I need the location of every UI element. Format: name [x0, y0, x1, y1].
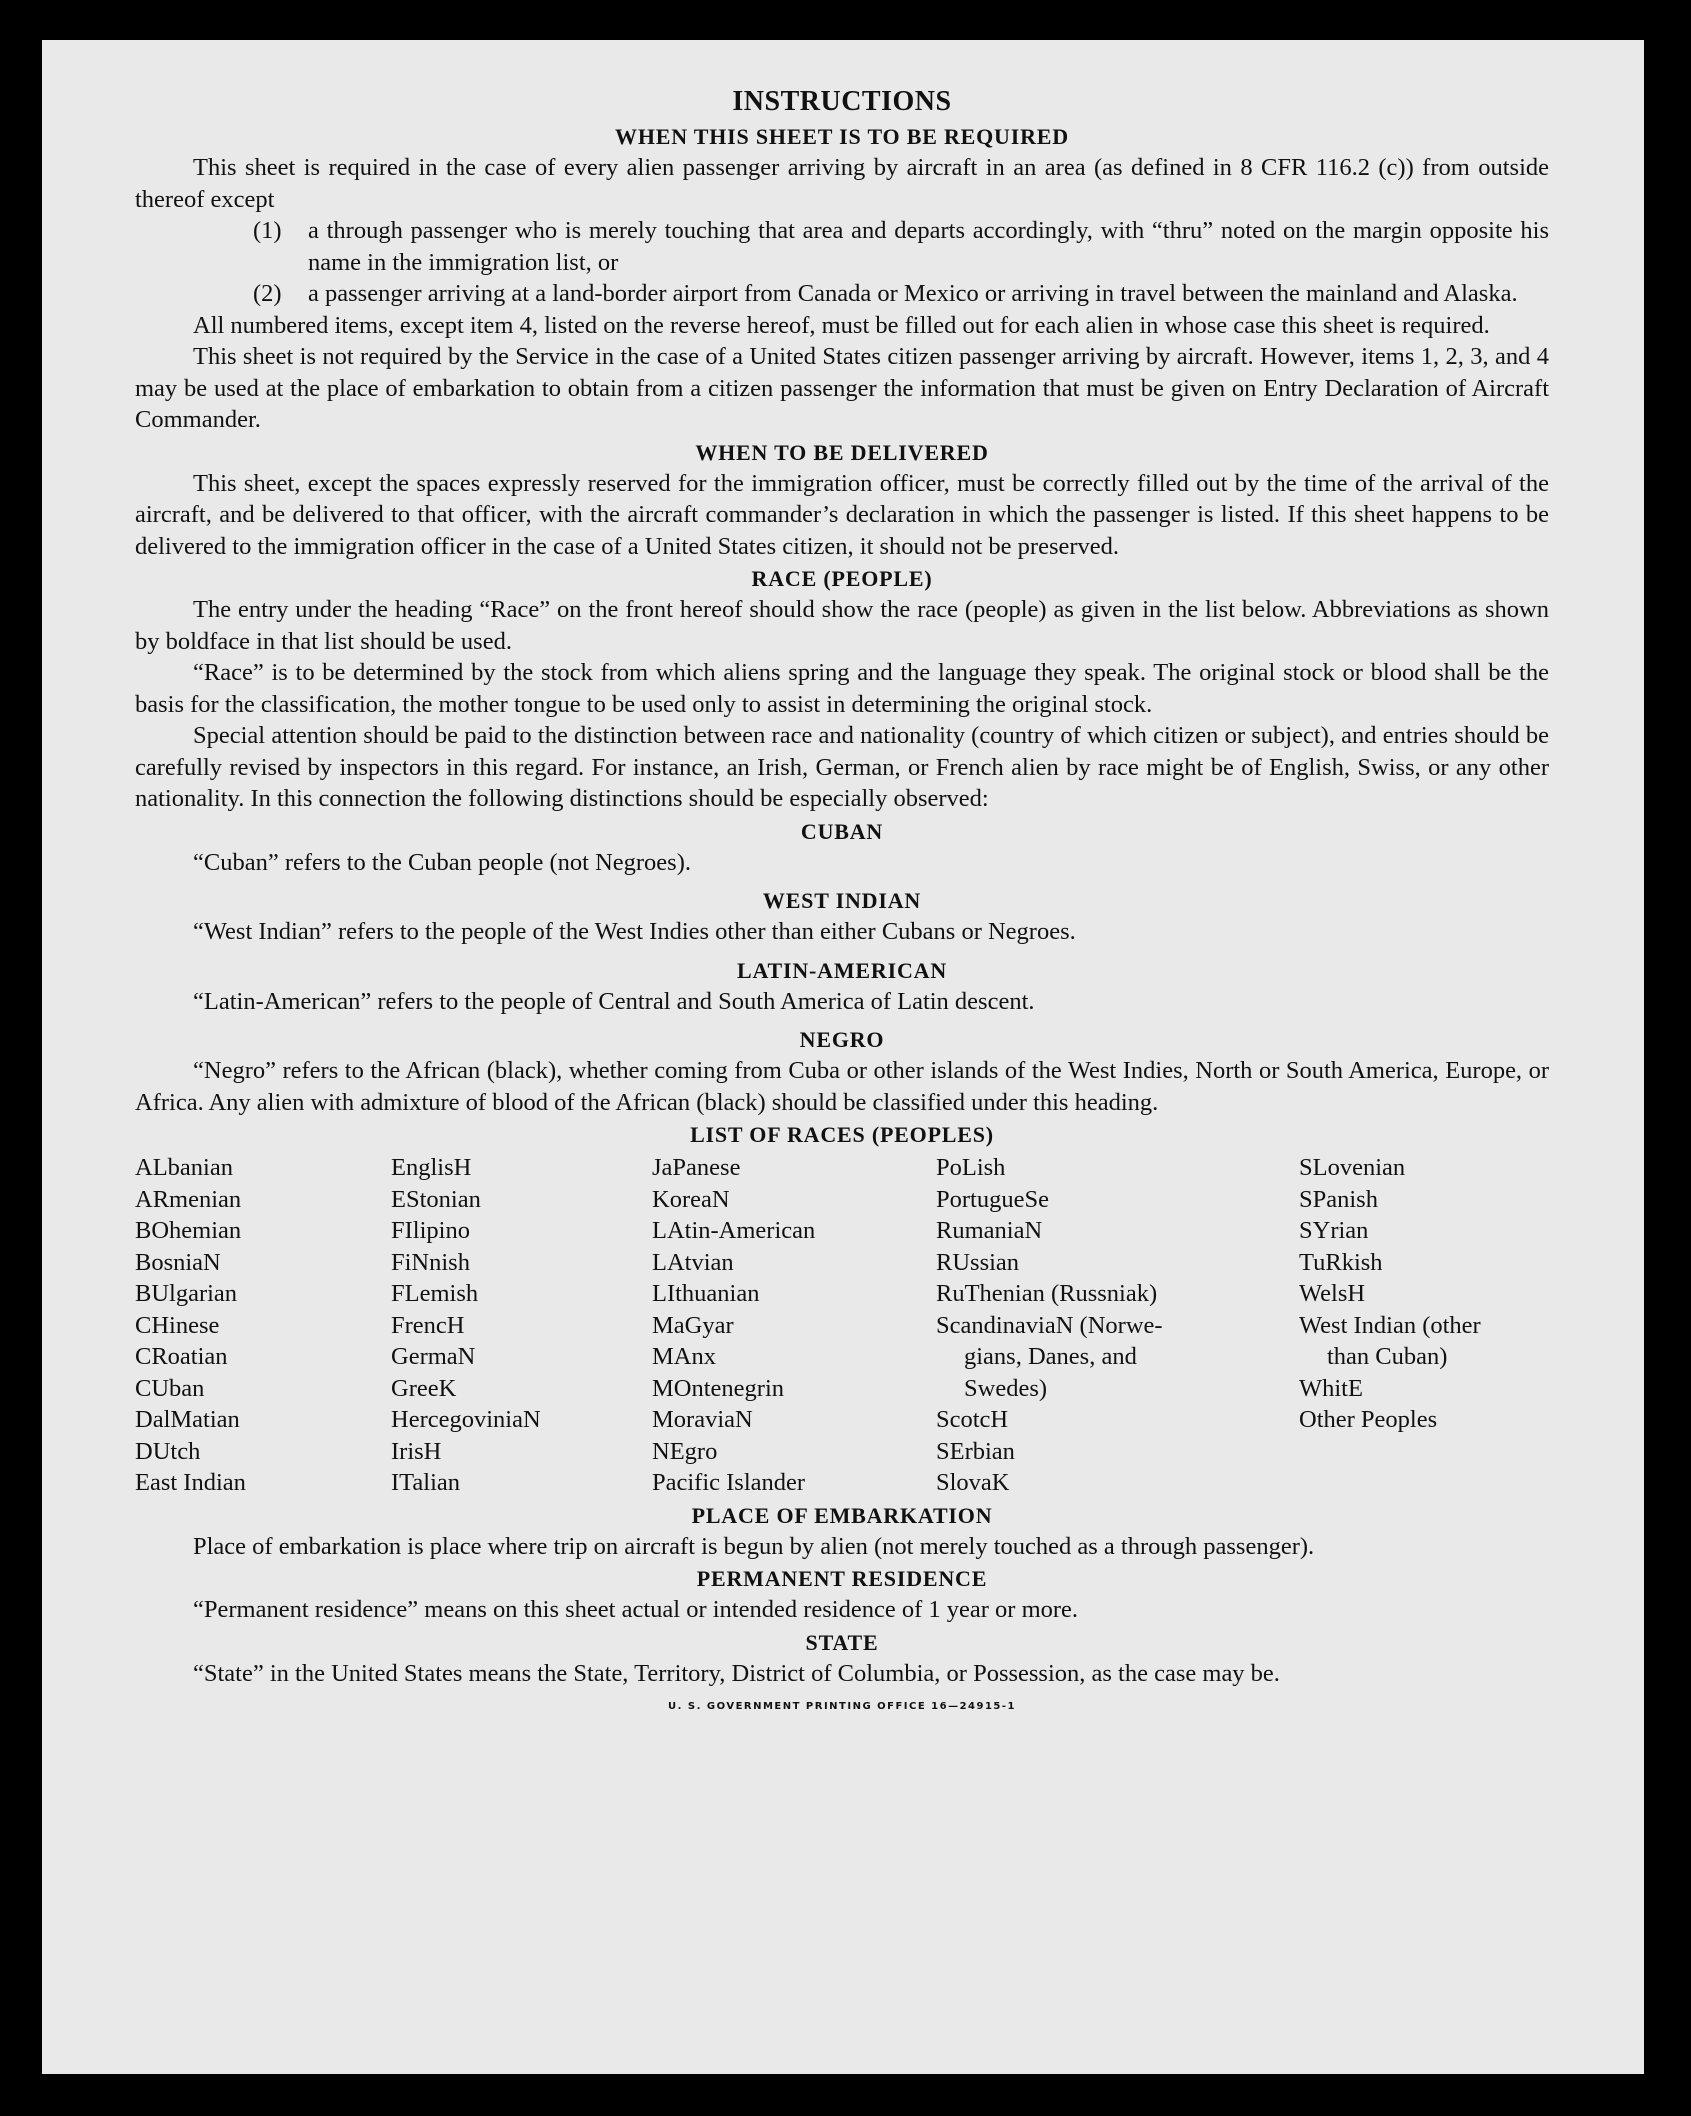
heading-race: RACE (PEOPLE)	[751, 566, 933, 591]
race-entry: FLemish	[391, 1280, 479, 1307]
exception-text: a passenger arriving at a land-border airport from Canada or Mexico or arriving in travel between the mainland and Alaska.	[308, 280, 1518, 307]
race-entry: CHinese	[135, 1311, 220, 1339]
printing-office-footer: U. S. GOVERNMENT PRINTING OFFICE 16—24915-1	[668, 1701, 1016, 1712]
race-entry: RumaniaN	[936, 1217, 1043, 1244]
document-title: INSTRUCTIONS	[732, 86, 952, 117]
latin-american-text: “Latin-American” refers to the people of Central and South America of Latin descent.	[193, 987, 1035, 1015]
heading-state: STATE	[805, 1629, 879, 1655]
heading-negro: NEGRO	[799, 1027, 885, 1052]
delivered-text: This sheet, except the spaces expressly reserved for the immigration officer, must be correctly filled out by the time of the arrival of the aircraft, and be delivered to that officer, with the aircraft commander’s declaration in which the passenger is listed. If this sheet happens to be delivered to the immigration officer in the case of a United States citizen, it should not be preserved.	[135, 469, 1549, 560]
cuban-text: “Cuban” refers to the Cuban people (not Negroes).	[193, 848, 691, 876]
heading-latin-american: LATIN-AMERICAN	[736, 957, 948, 983]
race-entry: BOhemian	[135, 1217, 242, 1244]
exception-item	[135, 278, 1549, 310]
race-entry: MAnx	[652, 1343, 716, 1370]
race-entry: FrencH	[391, 1311, 465, 1339]
race-para-3: Special attention should be paid to the distinction between race and nationality (country of which citizen or subject), and entries should be carefully revised by inspectors in this regard. For instance, an Irish, German, or French alien by race might be of English, Swiss, or any other nationality. In this connection the following distinctions should be especially observed:	[135, 722, 1549, 812]
race-entry: TuRkish	[1299, 1248, 1383, 1276]
race-entry: LAtin-American	[652, 1217, 816, 1244]
heading-west-indian: WEST INDIAN	[762, 888, 922, 913]
state-text: “State” in the United States means the State, Territory, District of Columbia, or Possession, as the case may be.	[193, 1659, 1280, 1687]
exception-text: a through passenger who is merely touching that area and departs accordingly, with “thru” noted on the margin opposite his name in the immigration list, or	[308, 217, 1549, 276]
exception-number: (1)	[253, 217, 282, 244]
race-column-5	[1299, 1152, 1549, 1499]
west-indian-text: “West Indian” refers to the people of the West Indies other than either Cubans or Negroes.	[193, 918, 1076, 945]
race-entry: HercegoviniaN	[391, 1406, 541, 1433]
race-entry: SPanish	[1299, 1185, 1378, 1213]
race-column-1	[135, 1152, 391, 1499]
race-entry: ITalian	[391, 1469, 461, 1496]
negro-text: “Negro” refers to the African (black), whether coming from Cuba or other islands of the West Indies, North or South America, Europe, or Africa. Any alien with admixture of blood of the African (black) should be classified under this heading.	[135, 1057, 1549, 1116]
race-column-4	[936, 1152, 1299, 1499]
race-entry: EnglisH	[391, 1154, 472, 1181]
race-entry: KoreaN	[652, 1185, 730, 1213]
race-entry: gians, Danes, and	[964, 1343, 1137, 1370]
race-entry: ALbanian	[135, 1154, 233, 1181]
race-entry: DalMatian	[135, 1406, 240, 1433]
race-list	[135, 1152, 1549, 1499]
race-entry: WelsH	[1299, 1280, 1366, 1307]
race-entry: ScotcH	[936, 1406, 1009, 1433]
heading-cuban: CUBAN	[800, 818, 884, 844]
race-entry: SErbian	[936, 1437, 1015, 1465]
exception-number: (2)	[253, 280, 282, 307]
instruction-sheet	[42, 40, 1644, 2074]
exception-item	[135, 215, 1549, 278]
race-entry: SlovaK	[936, 1469, 1010, 1496]
race-entry: SLovenian	[1299, 1154, 1406, 1181]
race-entry: MOntenegrin	[652, 1374, 784, 1402]
race-entry: Pacific Islander	[652, 1469, 806, 1496]
race-entry: PortugueSe	[936, 1185, 1049, 1213]
race-para-1: The entry under the heading “Race” on the front hereof should show the race (people) as given in the list below. Abbreviations as shown by boldface in that list should be used.	[135, 596, 1549, 655]
race-entry: RuThenian (Russniak)	[936, 1280, 1158, 1307]
race-entry: than Cuban)	[1327, 1343, 1448, 1370]
heading-race-list: LIST OF RACES (PEOPLES)	[690, 1122, 994, 1147]
embarkation-text: Place of embarkation is place where trip on aircraft is begun by alien (not merely touched as a through passenger).	[193, 1532, 1315, 1560]
race-entry: CRoatian	[135, 1343, 228, 1370]
race-entry: West Indian (other	[1299, 1311, 1481, 1339]
race-entry: SYrian	[1299, 1217, 1369, 1244]
race-column-2	[391, 1152, 652, 1499]
race-entry: WhitE	[1299, 1374, 1363, 1402]
race-entry: ARmenian	[135, 1185, 242, 1213]
race-entry: GreeK	[391, 1374, 457, 1402]
race-entry: FIlipino	[391, 1217, 470, 1244]
race-entry: MaGyar	[652, 1311, 734, 1339]
heading-required: WHEN THIS SHEET IS TO BE REQUIRED	[615, 124, 1069, 149]
race-column-3	[652, 1152, 936, 1499]
race-para-2: “Race” is to be determined by the stock from which aliens spring and the language they speak. The original stock or blood shall be the basis for the classification, the mother tongue to be used only to assist in determining the original stock.	[135, 659, 1549, 718]
race-entry: Other Peoples	[1299, 1406, 1438, 1433]
race-entry: IrisH	[391, 1437, 442, 1465]
heading-delivered: WHEN TO BE DELIVERED	[695, 439, 989, 465]
required-para-items: All numbered items, except item 4, listed on the reverse hereof, must be filled out for each alien in whose case this sheet is required.	[193, 311, 1490, 339]
race-entry: JaPanese	[652, 1154, 741, 1181]
race-entry: BosniaN	[135, 1248, 221, 1276]
required-intro: This sheet is required in the case of every alien passenger arriving by aircraft in an area (as defined in 8 CFR 116.2 (c)) from outside thereof except	[135, 154, 1549, 213]
race-entry: Swedes)	[964, 1374, 1048, 1402]
residence-text: “Permanent residence” means on this sheet actual or intended residence of 1 year or more.	[193, 1596, 1079, 1623]
race-entry: RUssian	[936, 1248, 1020, 1276]
heading-residence: PERMANENT RESIDENCE	[696, 1566, 988, 1591]
race-entry: FiNnish	[391, 1248, 470, 1276]
heading-embarkation: PLACE OF EMBARKATION	[691, 1502, 993, 1528]
race-entry: DUtch	[135, 1437, 201, 1465]
race-entry: BUlgarian	[135, 1280, 238, 1307]
race-entry: LAtvian	[652, 1248, 734, 1276]
race-entry: LIthuanian	[652, 1280, 760, 1307]
race-entry: MoraviaN	[652, 1406, 753, 1433]
race-entry: ScandinaviaN (Norwe-	[936, 1311, 1163, 1339]
race-entry: NEgro	[652, 1437, 718, 1465]
race-entry: EStonian	[391, 1185, 481, 1213]
race-entry: PoLish	[936, 1154, 1006, 1181]
race-entry: East Indian	[135, 1469, 246, 1496]
race-entry: CUban	[135, 1374, 205, 1402]
required-para-citizen: This sheet is not required by the Service in the case of a United States citizen passenger arriving by aircraft. However, items 1, 2, 3, and 4 may be used at the place of embarkation to obtain from a citizen passenger the information that must be given on Entry Declaration of Aircraft Commander.	[135, 343, 1549, 433]
race-entry: GermaN	[391, 1343, 476, 1370]
